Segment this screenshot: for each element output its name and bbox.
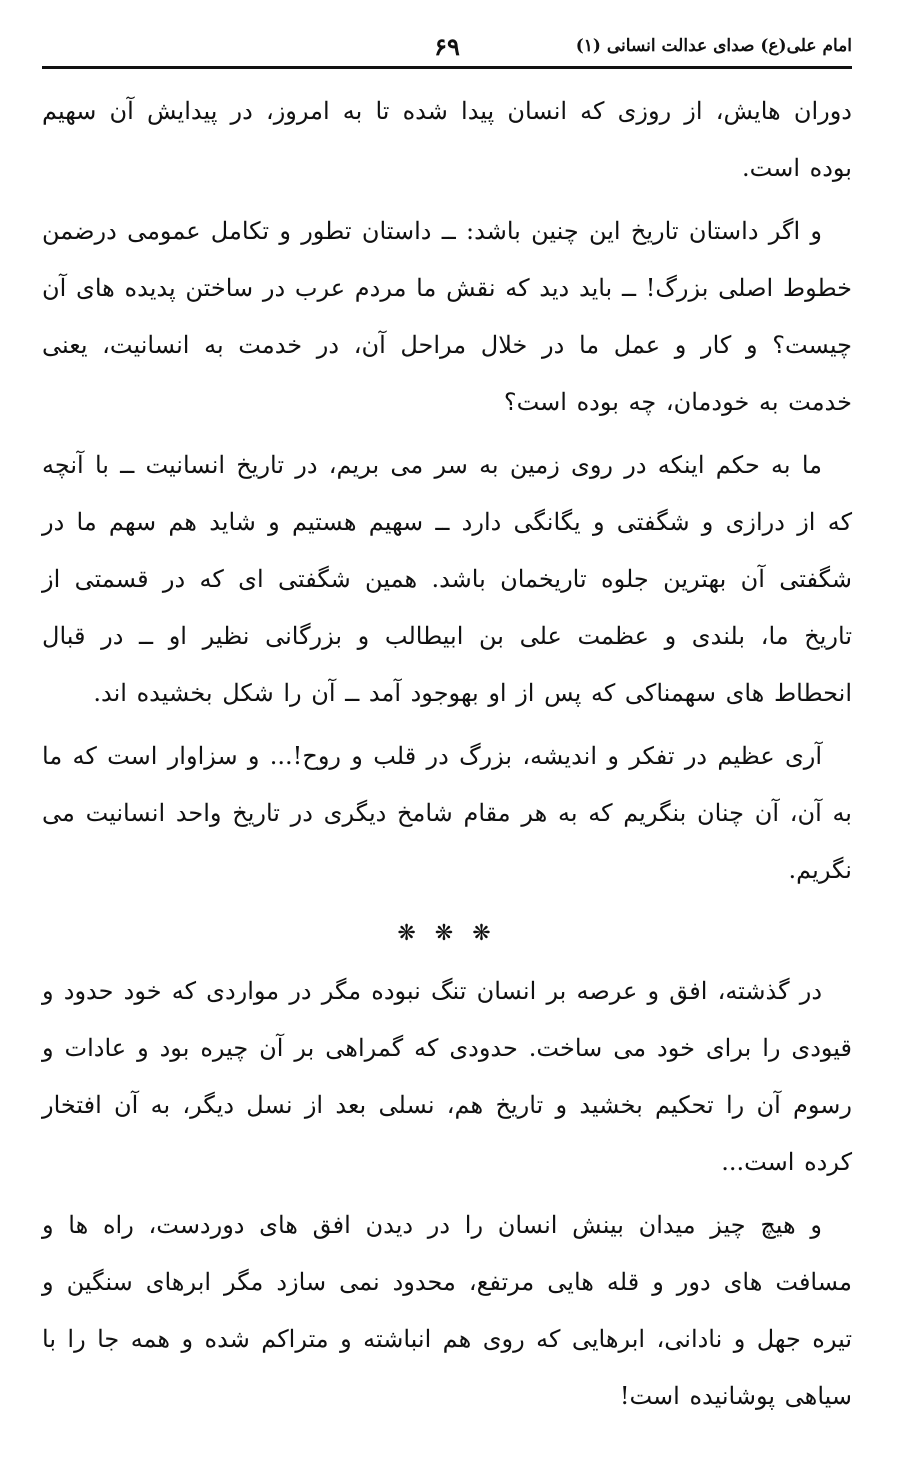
book-title: امام علی(ع) صدای عدالت انسانی (۱): [575, 36, 852, 56]
document-page: [42, 30, 852, 1431]
paragraph-3: ما به حکم اینکه در روی زمین به سر می بریم، در تاریخ انسانیت ــ با آنچه که از درازی و شگفتی و یگانگی دارد ــ سهیم هستیم و شاید هم سهم ما در شگفتی آن بهترین جلوه تاریخمان باشد. همین شگفتی ای که در قسمتی از تاریخ ما، بلندی و عظمت علی بن ابیطالب و بزرگانی نظیر او ــ در قبال انحطاط های سهمناکی که پس از او بهوجود آمد ــ آن را شکل بخشیده اند.: [42, 451, 852, 707]
section-separator: ❋ ❋ ❋: [397, 921, 497, 946]
paragraph-5: در گذشته، افق و عرصه بر انسان تنگ نبوده مگر در مواردی که خود حدود و قیودی را برای خود می ساخت. حدودی که گمراهی بر آن چیره بود و عادات و رسوم آن را تحکیم بخشید و تاریخ هم، نسلی بعد از نسل دیگر، به آن افتخار کرده است...: [42, 977, 852, 1176]
paragraph-2: و اگر داستان تاریخ این چنین باشد: ــ داستان تطور و تکامل عمومی درضمن خطوط اصلی بزرگ! ــ باید دید که نقش ما مردم عرب در ساختن پدیده های آن چیست؟ و کار و عمل ما در خلال مراحل آن، در خدمت به انسانیت، یعنی خدمت به خودمان، چه بوده است؟: [42, 217, 852, 416]
running-header: [42, 30, 852, 69]
page-number: ۶۹: [434, 32, 460, 61]
body-text: [42, 83, 852, 1425]
paragraph-4: آری عظیم در تفکر و اندیشه، بزرگ در قلب و روح!... و سزاوار است که ما به آن، آن چنان بنگریم که به هر مقام شامخ دیگری در تاریخ واحد انسانیت می نگریم.: [42, 742, 852, 884]
paragraph-1: دوران هایش، از روزی که انسان پیدا شده تا به امروز، در پیدایش آن سهیم بوده است.: [42, 97, 852, 182]
paragraph-6: و هیچ چیز میدان بینش انسان را در دیدن افق های دوردست، راه ها و مسافت های دور و قله هایی مرتفع، محدود نمی سازد مگر ابرهای سنگین و تیره جهل و نادانی، ابرهایی که روی هم انباشته و متراکم شده و همه جا را با سیاهی پوشانیده است!: [42, 1211, 852, 1410]
